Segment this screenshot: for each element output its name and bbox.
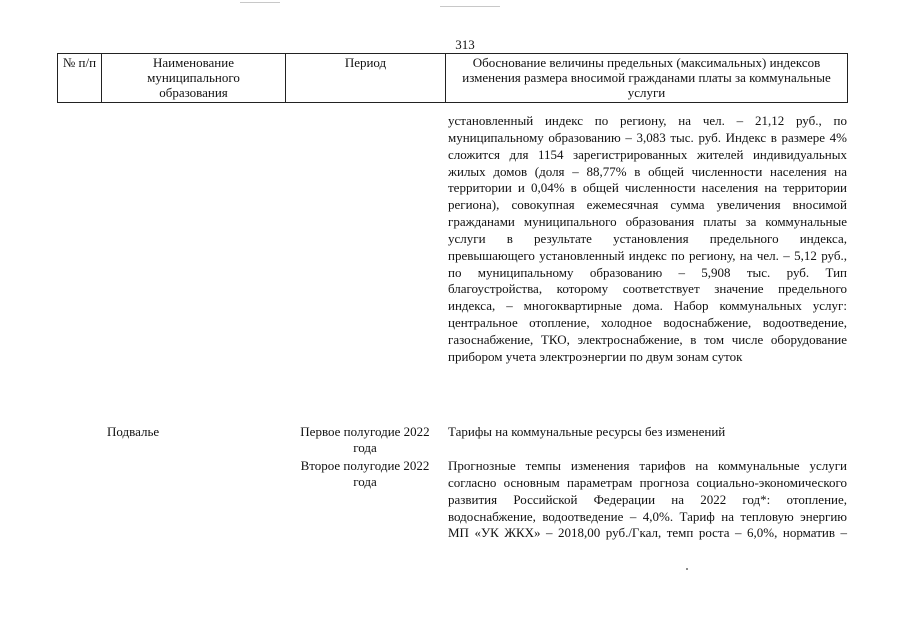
- scan-smudge: [240, 2, 280, 3]
- page-number: 313: [455, 37, 475, 52]
- municipality-name: Подвалье: [107, 424, 160, 439]
- header-cell-basis: Обоснование величины предельных (максимальных) индексов изменения размера вносимой гражданами платы за коммунальные услуги: [446, 54, 848, 103]
- header-cell-municipality: Наименование муниципального образования: [102, 54, 286, 103]
- period-first-half: Первое полугодие 2022 года: [300, 424, 430, 455]
- scan-speck: [686, 568, 688, 570]
- table-header: [57, 53, 848, 103]
- continuation-paragraph: установленный индекс по региону, на чел. – 21,12 руб., по муниципальному образованию – 3,083 тыс. руб. Индекс в размере 4% сложится для 1154 зарегистрированных жителей индивидуальных жилых домов (доля – 88,77% в общей численности населения на территории и 0,04% в общей численности населения на территории региона), совокупная ежемесячная сумма увеличения вносимой гражданами муниципального образования платы за коммунальные услуги в результате установления предельного индекса, превышающего установленный индекс по региону, на чел. – 5,12 руб., по муниципальному образованию – 5,908 тыс. руб. Тип благоустройства, которому соответствует значение предельного индекса, – многоквартирные дома. Набор коммунальных услуг: центральное отопление, холодное водоснабжение, водоотведение, газоснабжение, ТКО, электроснабжение, в том числе оборудование прибором учета электроэнергии по двум зонам суток: [448, 113, 847, 364]
- table-header-row: [58, 54, 848, 103]
- scan-smudge: [440, 6, 500, 7]
- header-cell-number: № п/п: [58, 54, 102, 103]
- period-second-half: Второе полугодие 2022 года: [300, 458, 430, 489]
- header-cell-period: Период: [286, 54, 446, 103]
- basis-first-half: Тарифы на коммунальные ресурсы без изменений: [448, 424, 726, 439]
- basis-second-half: Прогнозные темпы изменения тарифов на коммунальные услуги согласно основным параметрам прогноза социально-экономического развития Российской Федерации на 2022 год*: отопление, водоснабжение, водоотведение – 4,0%. Тариф на тепловую энергию МП «УК ЖКХ» – 2018,00 руб./Гкал, темп роста – 6,0%, норматив –: [448, 458, 847, 541]
